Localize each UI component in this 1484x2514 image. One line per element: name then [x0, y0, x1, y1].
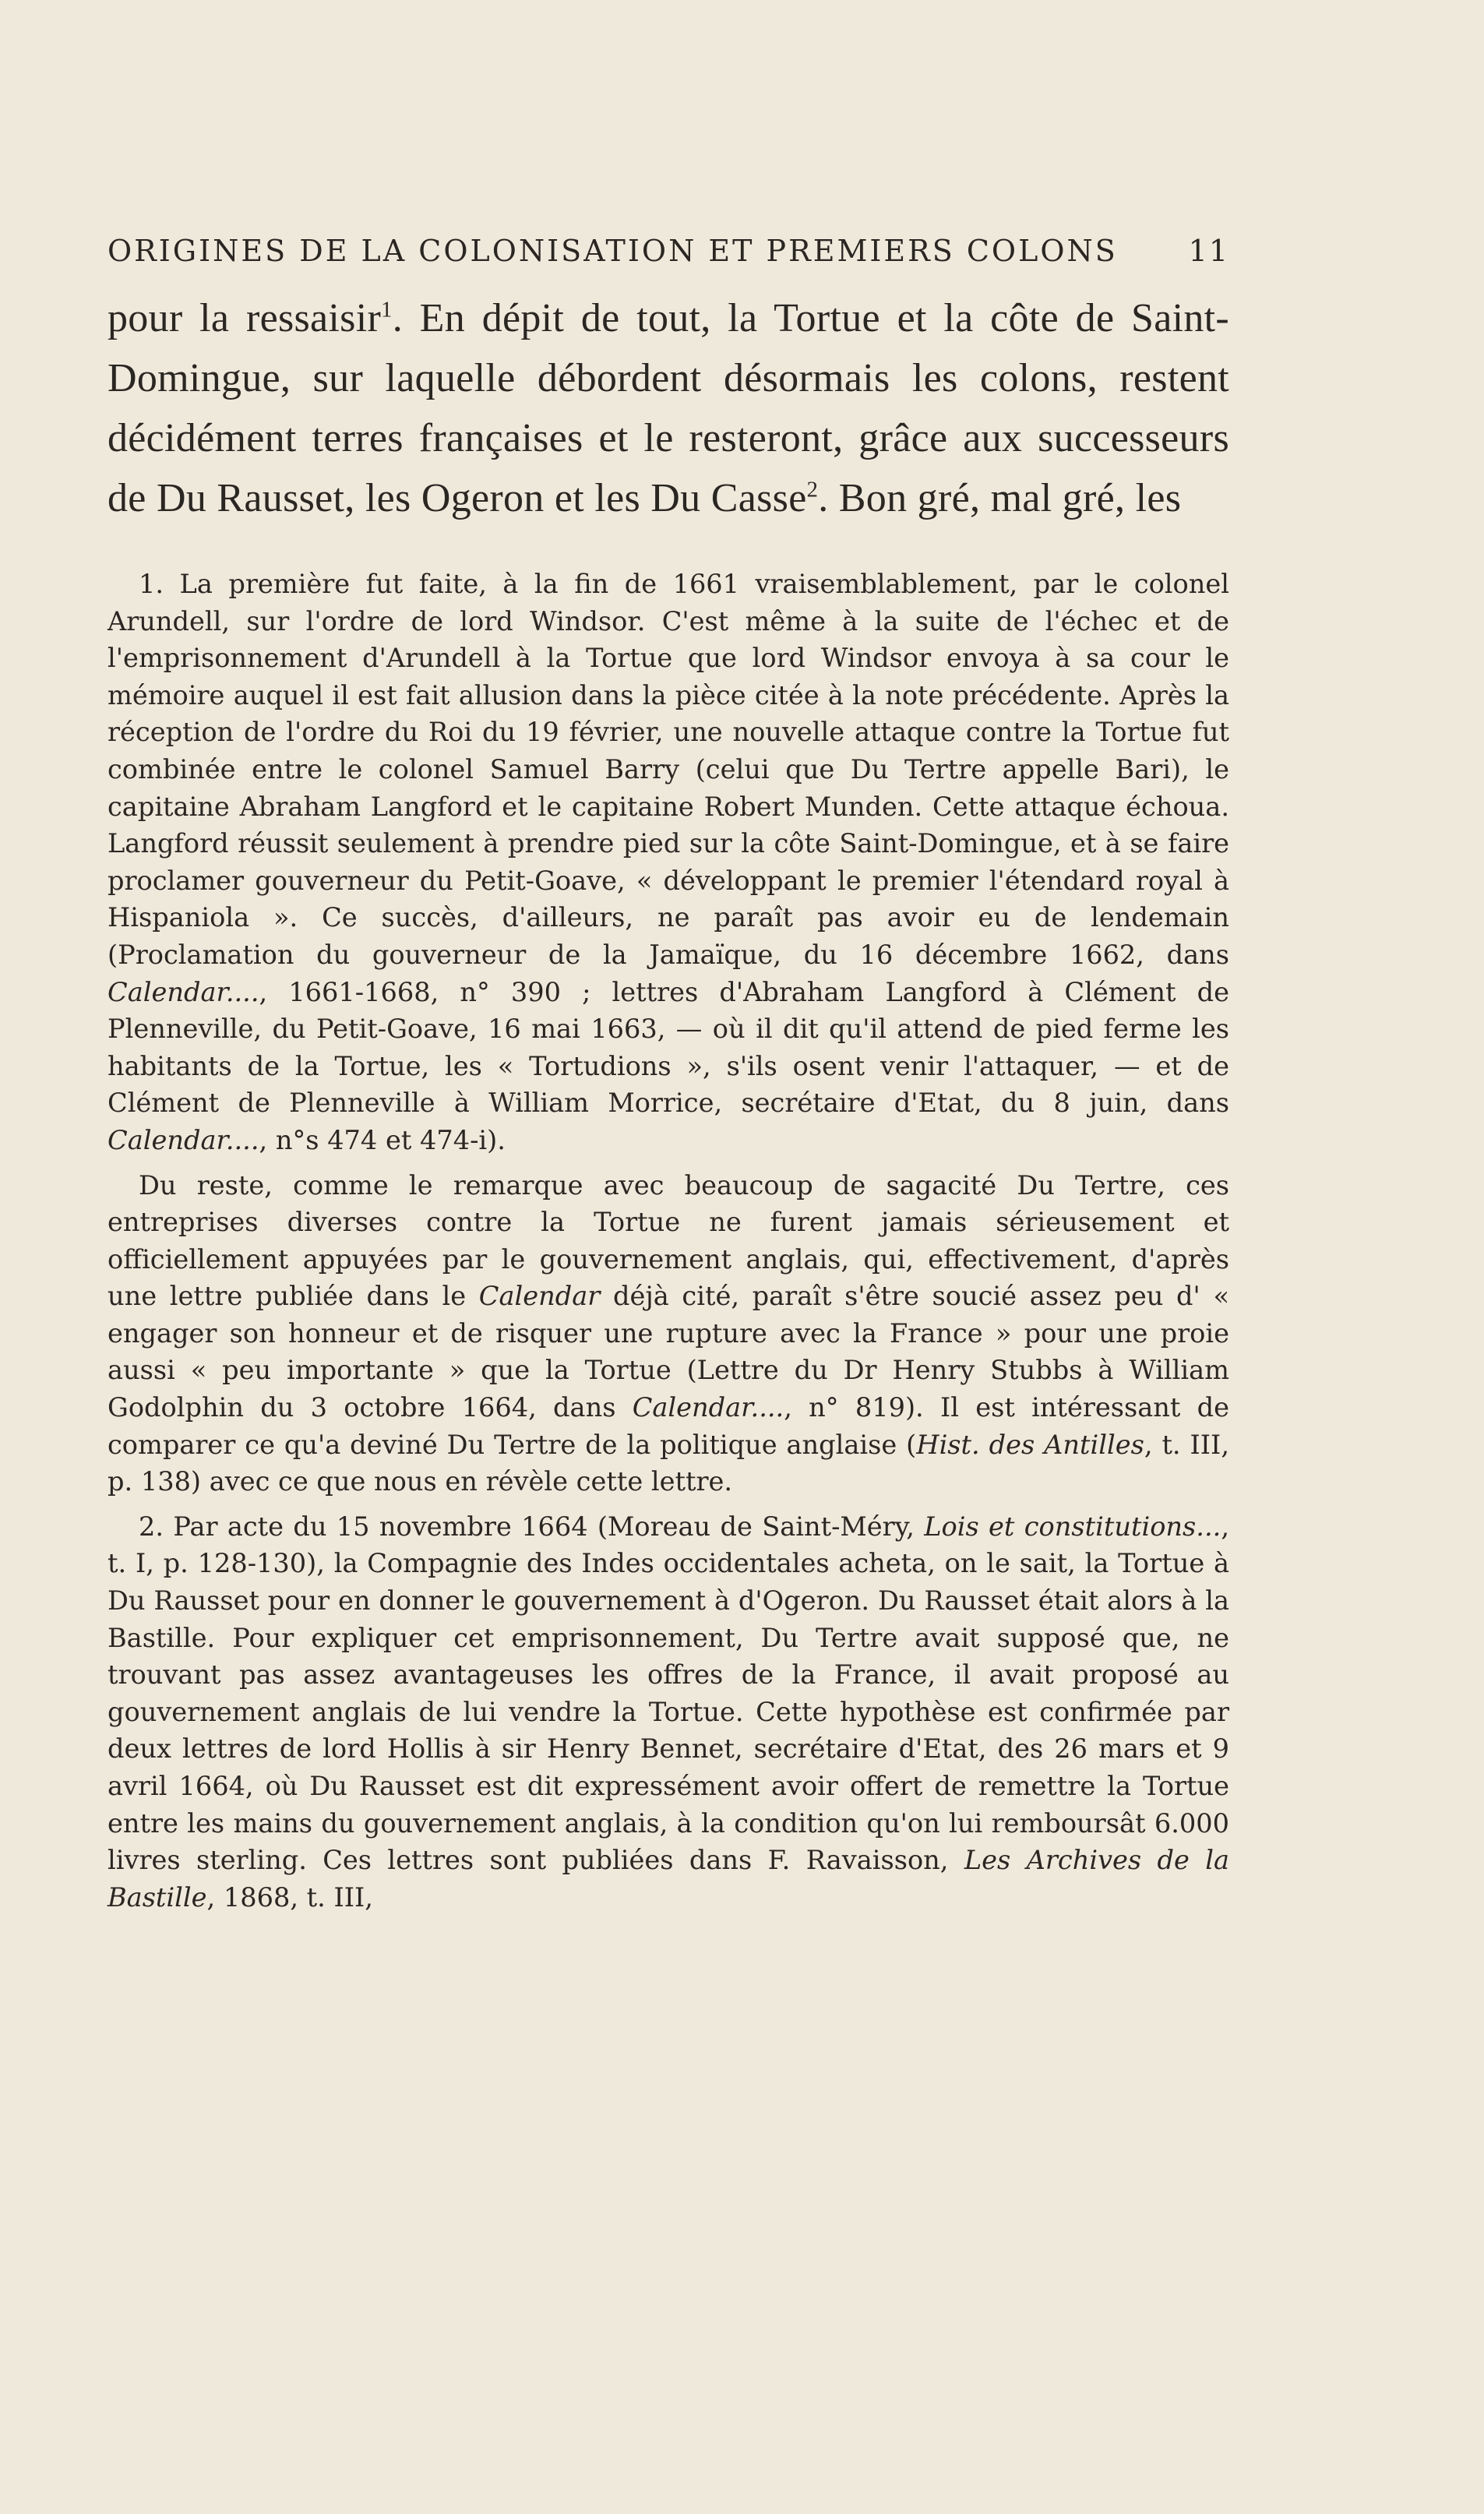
footnote-italic: Calendar....: [108, 976, 259, 1007]
footnote-text: , t. III, p. 138) avec ce que nous en révèle cette lettre.: [108, 1429, 1229, 1497]
running-head: [108, 234, 1229, 268]
footnote-text: , 1661-1668, n° 390 ; lettres d'Abraham Langford à Clément de Plenneville, du Petit-Goave, 16 mai 1663, — où il dit qu'il attend de pied ferme les habitants de la Tortue, les « Tortudions », s'ils osent venir l'attaquer, — et de Clément de Plenneville à William Morrice, secrétaire d'Etat, du 8 juin, dans: [108, 976, 1229, 1119]
footnote-ref-2: 2: [806, 478, 819, 502]
footnote-italic: Calendar: [478, 1281, 601, 1312]
running-title: ORIGINES DE LA COLONISATION ET PREMIERS COLONS: [108, 234, 1118, 268]
footnote-text: , 1868, t. III,: [206, 1881, 373, 1913]
footnote-italic: Calendar....: [632, 1392, 784, 1423]
body-text-2: . En dépit de tout, la Tortue et la côte de Saint-Domingue, sur laquelle débordent désormais les colons, restent décidément terres françaises et le resteront, grâce aux successeurs de Du Rausset, les Ogeron et les Du Casse: [108, 296, 1230, 520]
footnote-italic: Les Archives de la Bastille: [108, 1845, 1229, 1913]
footnote-italic: Calendar....: [108, 1124, 259, 1155]
footnote-text: , n° 819). Il est intéressant de comparer ce qu'a deviné Du Tertre de la politique anglaise (: [108, 1392, 1229, 1460]
footnote-text: , t. I, p. 128-130), la Compagnie des Indes occidentales acheta, on le sait, la Tortue à Du Rausset pour en donner le gouvernement à d'Ogeron. Du Rausset était alors à la Bastille. Pour expliquer cet emprisonnement, Du Tertre avait supposé que, ne trouvant pas assez avantageuses les offres de la France, il avait proposé au gouvernement anglais de lui vendre la Tortue. Cette hypothèse est confirmée par deux lettres de lord Hollis à sir Henry Bennet, secrétaire d'Etat, des 26 mars et 9 avril 1664, où Du Rausset est dit expressément avoir offert de remettre la Tortue entre les mains du gouvernement anglais, à la condition qu'on lui remboursât 6.000 livres sterling. Ces lettres sont publiées dans F. Ravaisson,: [108, 1511, 1229, 1876]
page-number: 11: [1188, 234, 1229, 268]
body-text-3: . Bon gré, mal gré, les: [818, 476, 1182, 520]
footnote-italic: Lois et constitutions...: [924, 1511, 1221, 1542]
footnote-1-continued: [108, 1167, 1229, 1500]
page: [108, 234, 1229, 1916]
footnote-1: [108, 566, 1229, 1159]
footnotes: [108, 566, 1229, 1916]
footnote-italic: Hist. des Antilles: [916, 1429, 1144, 1460]
footnote-text: 2. Par acte du 15 novembre 1664 (Moreau de Saint-Méry,: [139, 1511, 925, 1542]
footnote-text: 1. La première fut faite, à la fin de 1661 vraisemblablement, par le colonel Arundell, sur l'ordre de lord Windsor. C'est même à la suite de l'échec et de l'emprisonnement d'Arundell à la Tortue que lord Windsor envoya à sa cour le mémoire auquel il est fait allusion dans la pièce citée à la note précédente. Après la réception de l'ordre du Roi du 19 février, une nouvelle attaque contre la Tortue fut combinée entre le colonel Samuel Barry (celui que Du Tertre appelle Bari), le capitaine Abraham Langford et le capitaine Robert Munden. Cette attaque échoua. Langford réussit seulement à prendre pied sur la côte Saint-Domingue, et à se faire proclamer gouverneur du Petit-Goave, « développant le premier l'étendard royal à Hispaniola ». Ce succès, d'ailleurs, ne paraît pas avoir eu de lendemain (Proclamation du gouverneur de la Jamaïque, du 16 décembre 1662, dans: [108, 569, 1229, 970]
footnote-text: , n°s 474 et 474-i).: [259, 1124, 506, 1155]
footnote-text: déjà cité, paraît s'être soucié assez peu d' « engager son honneur et de risquer une rupture avec la France » pour une proie aussi « peu importante » que la Tortue (Lettre du Dr Henry Stubbs à William Godolphin du 3 octobre 1664, dans: [108, 1281, 1229, 1423]
body-paragraph: [108, 288, 1229, 528]
footnote-2: [108, 1508, 1229, 1916]
body-text-1: pour la ressaisir: [108, 296, 382, 340]
footnote-ref-1: 1: [381, 298, 393, 323]
footnote-text: Du reste, comme le remarque avec beaucoup de sagacité Du Tertre, ces entreprises diverses contre la Tortue ne furent jamais sérieusement et officiellement appuyées par le gouvernement anglais, qui, effectivement, d'après une lettre publiée dans le: [108, 1169, 1229, 1312]
